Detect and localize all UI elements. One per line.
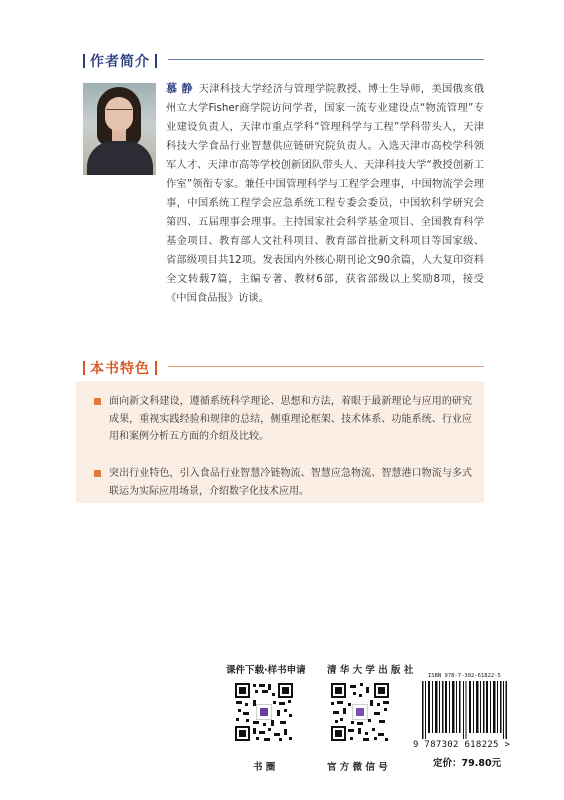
author-section-heading (78, 51, 162, 71)
feature-item-text: 面向新文科建设，遵循系统科学理论、思想和方法，着眼于最新理论与应用的研究成果，重视实践经验和规律的总结，侧重理论框架、技术体系、功能系统、行业应用和案例分析五方面的介绍及比较。 (109, 396, 472, 442)
bullet-square-icon (94, 398, 101, 405)
heading-bar-right (155, 361, 157, 375)
author-bio (166, 79, 484, 308)
qr2-bottom-label: 官 方 微 信 号 (327, 762, 388, 773)
feature-item-1 (94, 393, 472, 446)
author-name: 慕 静 (166, 82, 193, 95)
isbn-text: ISBN 978-7-302-61822-5 (428, 673, 501, 679)
author-heading-rule (168, 59, 484, 60)
tup-logo-icon (352, 704, 368, 720)
qr2-top-label: 清 华 大 学 出 版 社 (327, 665, 414, 676)
bullet-square-icon (94, 470, 101, 477)
features-section-heading (78, 358, 162, 378)
feature-item-text: 突出行业特色，引入食品行业智慧冷链物流、智慧应急物流、智慧港口物流与多式联运为实际应用场景，介绍数字化技术应用。 (109, 468, 472, 497)
author-photo (83, 83, 156, 175)
features-heading-text: 本书特色 (90, 361, 150, 377)
author-bio-text: 天津科技大学经济与管理学院教授、博士生导师，美国俄亥俄州立大学Fisher商学院访问学者，国家一流专业建设点“物流管理”专业建设负责人，天津市重点学科“管理科学与工程”学科带头人，天津科技大学食品行业智慧供应链研究院负责人。入选天津市高校学科领军人才、天津市高等学校创新团队带头人、天津科技大学“教授创新工作室”领衔专家。兼任中国管理科学与工程学会理事，中国物流学会理事，中国系统工程学会应急系统工程专委会委员，中国软科学研究会第四、五届理事会理事。主持国家社会科学基金项目、全国教育科学基金项目、教育部人文社科项目、教育部首批新文科项目等国家级、省部级项目共12项。发表国内外核心期刊论文90余篇，人大复印资料全文转载7篇，主编专著、教材6部，获省部级以上奖励8项，接受《中国食品报》访谈。 (166, 83, 484, 304)
qr1-bottom-label: 书 圈 (253, 762, 276, 773)
qr-code-tup-wechat[interactable] (329, 681, 391, 743)
features-heading-rule (168, 366, 484, 367)
qr1-top-label: 课件下载·样书申请 (226, 665, 306, 676)
heading-bar-left (83, 54, 85, 68)
author-heading-text: 作者简介 (90, 54, 150, 70)
feature-item-2 (94, 465, 472, 500)
features-box (76, 381, 484, 503)
barcode-number: 9 787302 618225 > (413, 740, 511, 750)
heading-bar-right (155, 54, 157, 68)
qr-code-shuquan[interactable] (233, 681, 295, 743)
price-label: 定价：79.80元 (433, 758, 502, 769)
heading-bar-left (83, 361, 85, 375)
shuquan-logo-icon (256, 704, 272, 720)
